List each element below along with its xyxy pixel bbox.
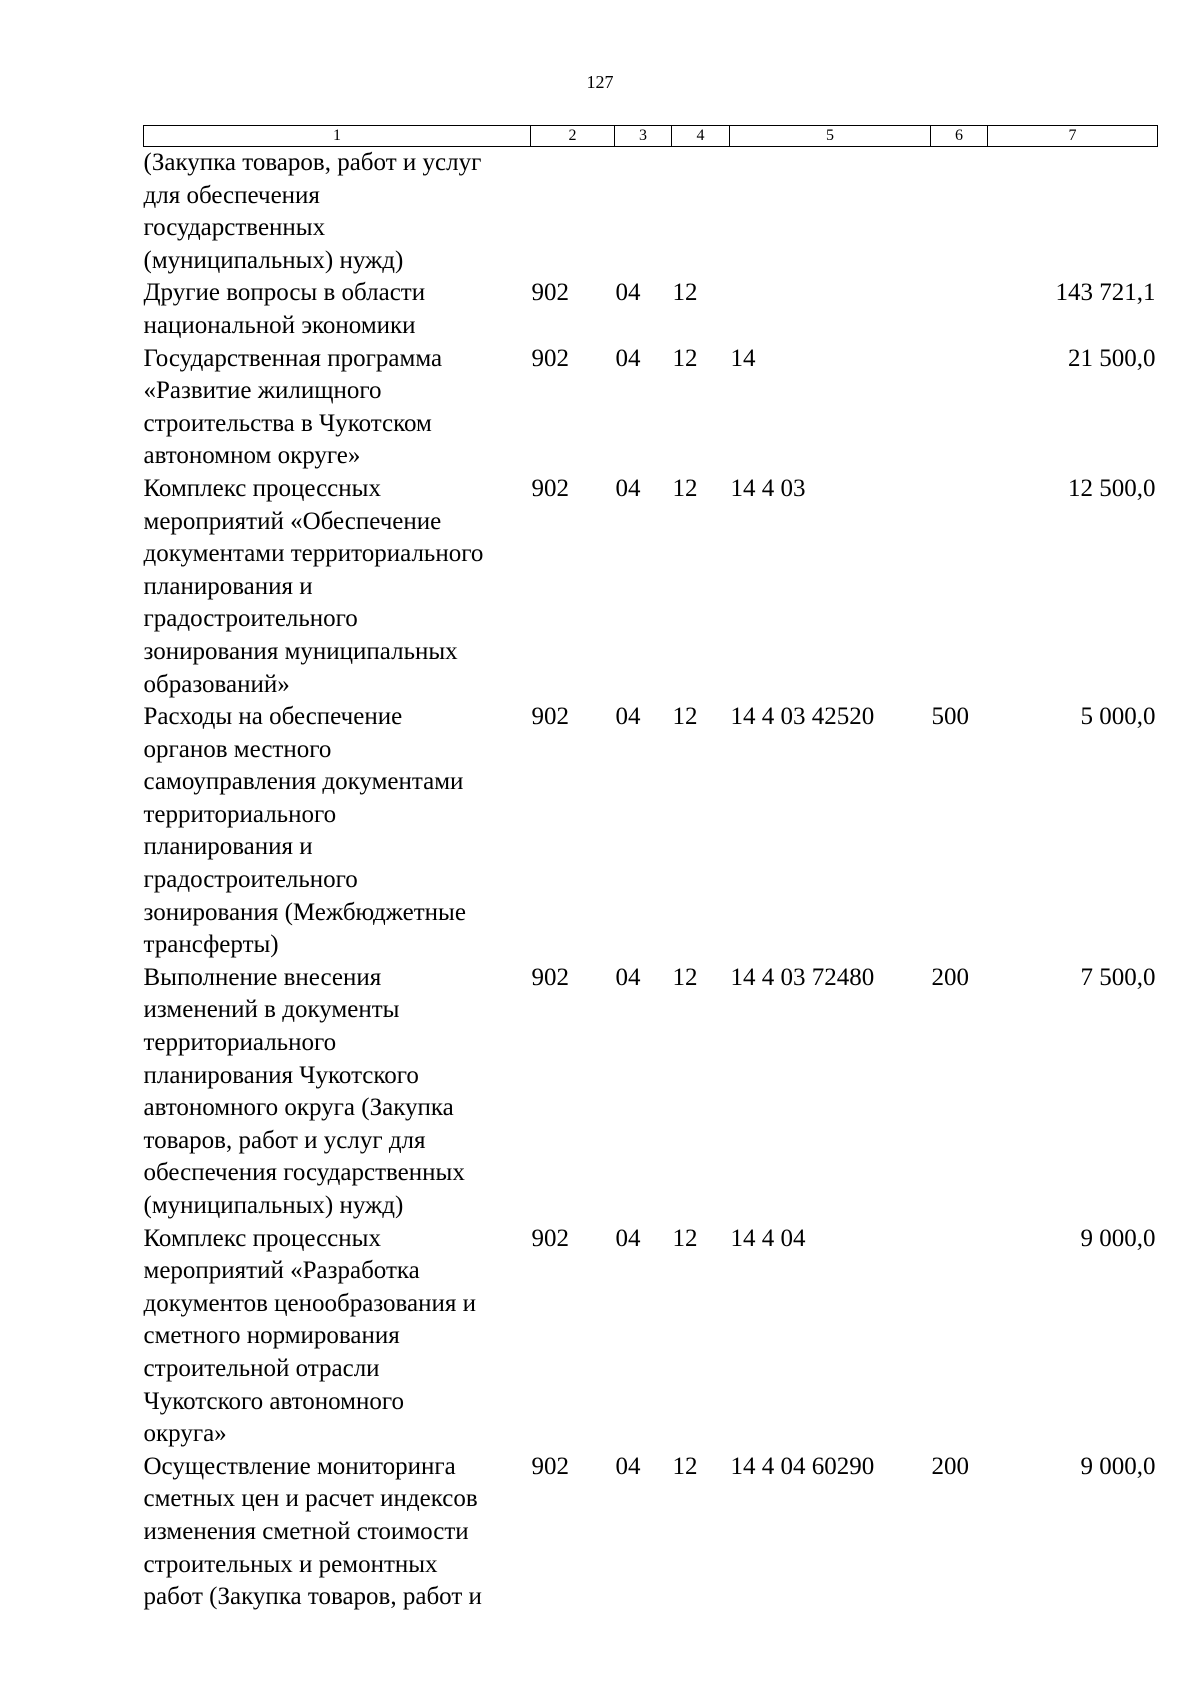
item-name-line: территориального	[143, 800, 337, 828]
item-name-line: Комплекс процессных	[143, 1224, 381, 1252]
section-code-cell	[615, 147, 672, 278]
target-article-cell: 14 4 03 42520	[730, 703, 875, 731]
item-name-line: работ (Закупка товаров, работ и	[143, 1583, 482, 1611]
target-article-cell: 14 4 03 72480	[730, 963, 875, 991]
item-name-line: мероприятий «Разработка	[143, 1257, 420, 1285]
item-name-line: градостроительного	[143, 605, 358, 633]
column-header-7: 7	[988, 126, 1158, 147]
item-name-line: Расходы на обеспечение	[143, 703, 403, 731]
item-name-cell	[144, 277, 531, 342]
budget-table	[143, 125, 1158, 1614]
item-name-line: строительства в Чукотском	[143, 409, 432, 437]
target-article-cell: 14 4 03	[730, 474, 806, 502]
amount-cell: 9 000,0	[1080, 1224, 1156, 1252]
item-name-line: строительных и ремонтных	[143, 1550, 438, 1578]
item-name-line: Осуществление мониторинга	[143, 1452, 456, 1480]
item-name-line: документов ценообразования и	[143, 1289, 476, 1317]
expense-type-cell: 200	[931, 1452, 969, 1480]
item-name-line: органов местного	[143, 735, 332, 763]
grbs-code-cell	[531, 147, 615, 278]
subsection-code-cell: 12	[672, 1452, 698, 1480]
item-name-line: обеспечения государственных	[143, 1159, 465, 1187]
item-name-line: автономном округе»	[143, 442, 361, 470]
item-name-line: автономного округа (Закупка	[143, 1094, 454, 1122]
item-name-line: планирования Чукотского	[143, 1061, 419, 1089]
amount-cell: 5 000,0	[1080, 703, 1156, 731]
subsection-code-cell: 12	[672, 279, 698, 307]
target-article-cell: 14 4 04	[730, 1224, 806, 1252]
item-name-line: Государственная программа	[143, 344, 443, 372]
section-code-cell: 04	[615, 344, 641, 372]
amount-cell	[988, 147, 1158, 278]
item-name-line: планирования и	[143, 572, 313, 600]
item-name-line: «Развитие жилищного	[143, 377, 382, 405]
table-body	[144, 147, 1158, 1614]
item-name-line: изменений в документы	[143, 996, 400, 1024]
table-row	[144, 962, 1158, 1223]
item-name-line: изменения сметной стоимости	[143, 1517, 469, 1545]
column-header-4: 4	[672, 126, 730, 147]
target-article-cell	[730, 277, 931, 342]
target-article-cell: 14 4 04 60290	[730, 1452, 875, 1480]
column-header-6: 6	[931, 126, 988, 147]
target-article-cell: 14	[730, 344, 756, 372]
item-name-cell	[144, 1451, 531, 1614]
section-code-cell: 04	[615, 963, 641, 991]
item-name-line: градостроительного	[143, 866, 358, 894]
item-name-line: строительной отрасли	[143, 1354, 380, 1382]
subsection-code-cell: 12	[672, 1224, 698, 1252]
amount-cell: 21 500,0	[1068, 344, 1156, 372]
item-name-line: образований»	[143, 670, 290, 698]
subsection-code-cell: 12	[672, 344, 698, 372]
expense-type-cell: 500	[931, 703, 969, 731]
page-number: 127	[586, 72, 614, 92]
item-name-line: сметных цен и расчет индексов	[143, 1485, 478, 1513]
item-name-line: зонирования (Межбюджетные	[143, 898, 466, 926]
item-name-line: зонирования муниципальных	[143, 637, 458, 665]
grbs-code-cell: 902	[531, 963, 569, 991]
item-name-line: трансферты)	[143, 931, 279, 959]
item-name-line: товаров, работ и услуг для	[143, 1126, 426, 1154]
grbs-code-cell: 902	[531, 703, 569, 731]
grbs-code-cell: 902	[531, 474, 569, 502]
item-name-line: самоуправления документами	[143, 768, 464, 796]
item-name-cell	[144, 701, 531, 962]
item-name-line: мероприятий «Обеспечение	[143, 507, 442, 535]
item-name-cell	[144, 1223, 531, 1451]
grbs-code-cell: 902	[531, 1224, 569, 1252]
table-row	[144, 343, 1158, 473]
column-header-5: 5	[730, 126, 931, 147]
table-row	[144, 1223, 1158, 1451]
expense-type-cell	[931, 277, 988, 342]
item-name-cell	[144, 962, 531, 1223]
expense-type-cell	[931, 1223, 988, 1451]
column-header-1: 1	[144, 126, 531, 147]
item-name-cell	[144, 147, 531, 278]
item-name-line: Выполнение внесения	[143, 963, 382, 991]
header-row	[144, 126, 1158, 147]
section-code-cell: 04	[615, 1224, 641, 1252]
amount-cell: 12 500,0	[1068, 474, 1156, 502]
item-name-line: государственных	[143, 214, 326, 242]
item-name-line: территориального	[143, 1029, 337, 1057]
item-name-line: планирования и	[143, 833, 313, 861]
column-header-2: 2	[531, 126, 615, 147]
expense-type-cell	[931, 473, 988, 701]
item-name-cell	[144, 343, 531, 473]
table-row	[144, 277, 1158, 342]
table-row	[144, 147, 1158, 278]
expense-type-cell: 200	[931, 963, 969, 991]
grbs-code-cell: 902	[531, 279, 569, 307]
table-row	[144, 1451, 1158, 1614]
item-name-line: (муниципальных) нужд)	[143, 246, 404, 274]
subsection-code-cell	[672, 147, 730, 278]
expense-type-cell	[931, 343, 988, 473]
item-name-line: сметного нормирования	[143, 1322, 400, 1350]
section-code-cell: 04	[615, 703, 641, 731]
subsection-code-cell: 12	[672, 963, 698, 991]
item-name-line: Чукотского автономного	[143, 1387, 404, 1415]
table-row	[144, 701, 1158, 962]
item-name-line: Другие вопросы в области	[143, 279, 426, 307]
section-code-cell: 04	[615, 474, 641, 502]
item-name-line: округа»	[143, 1420, 227, 1448]
amount-cell: 143 721,1	[1055, 279, 1156, 307]
target-article-cell	[730, 147, 931, 278]
item-name-cell	[144, 473, 531, 701]
section-code-cell: 04	[615, 279, 641, 307]
item-name-line: Комплекс процессных	[143, 474, 381, 502]
item-name-line: документами территориального	[143, 540, 484, 568]
item-name-line: для обеспечения	[143, 181, 320, 209]
amount-cell: 7 500,0	[1080, 963, 1156, 991]
grbs-code-cell: 902	[531, 344, 569, 372]
table-header	[144, 126, 1158, 147]
subsection-code-cell: 12	[672, 474, 698, 502]
section-code-cell: 04	[615, 1452, 641, 1480]
expense-type-cell	[931, 147, 988, 278]
amount-cell: 9 000,0	[1080, 1452, 1156, 1480]
table-row	[144, 473, 1158, 701]
item-name-line: (Закупка товаров, работ и услуг	[143, 149, 482, 176]
subsection-code-cell: 12	[672, 703, 698, 731]
item-name-line: национальной экономики	[143, 311, 416, 339]
grbs-code-cell: 902	[531, 1452, 569, 1480]
column-header-3: 3	[615, 126, 672, 147]
item-name-line: (муниципальных) нужд)	[143, 1192, 404, 1219]
